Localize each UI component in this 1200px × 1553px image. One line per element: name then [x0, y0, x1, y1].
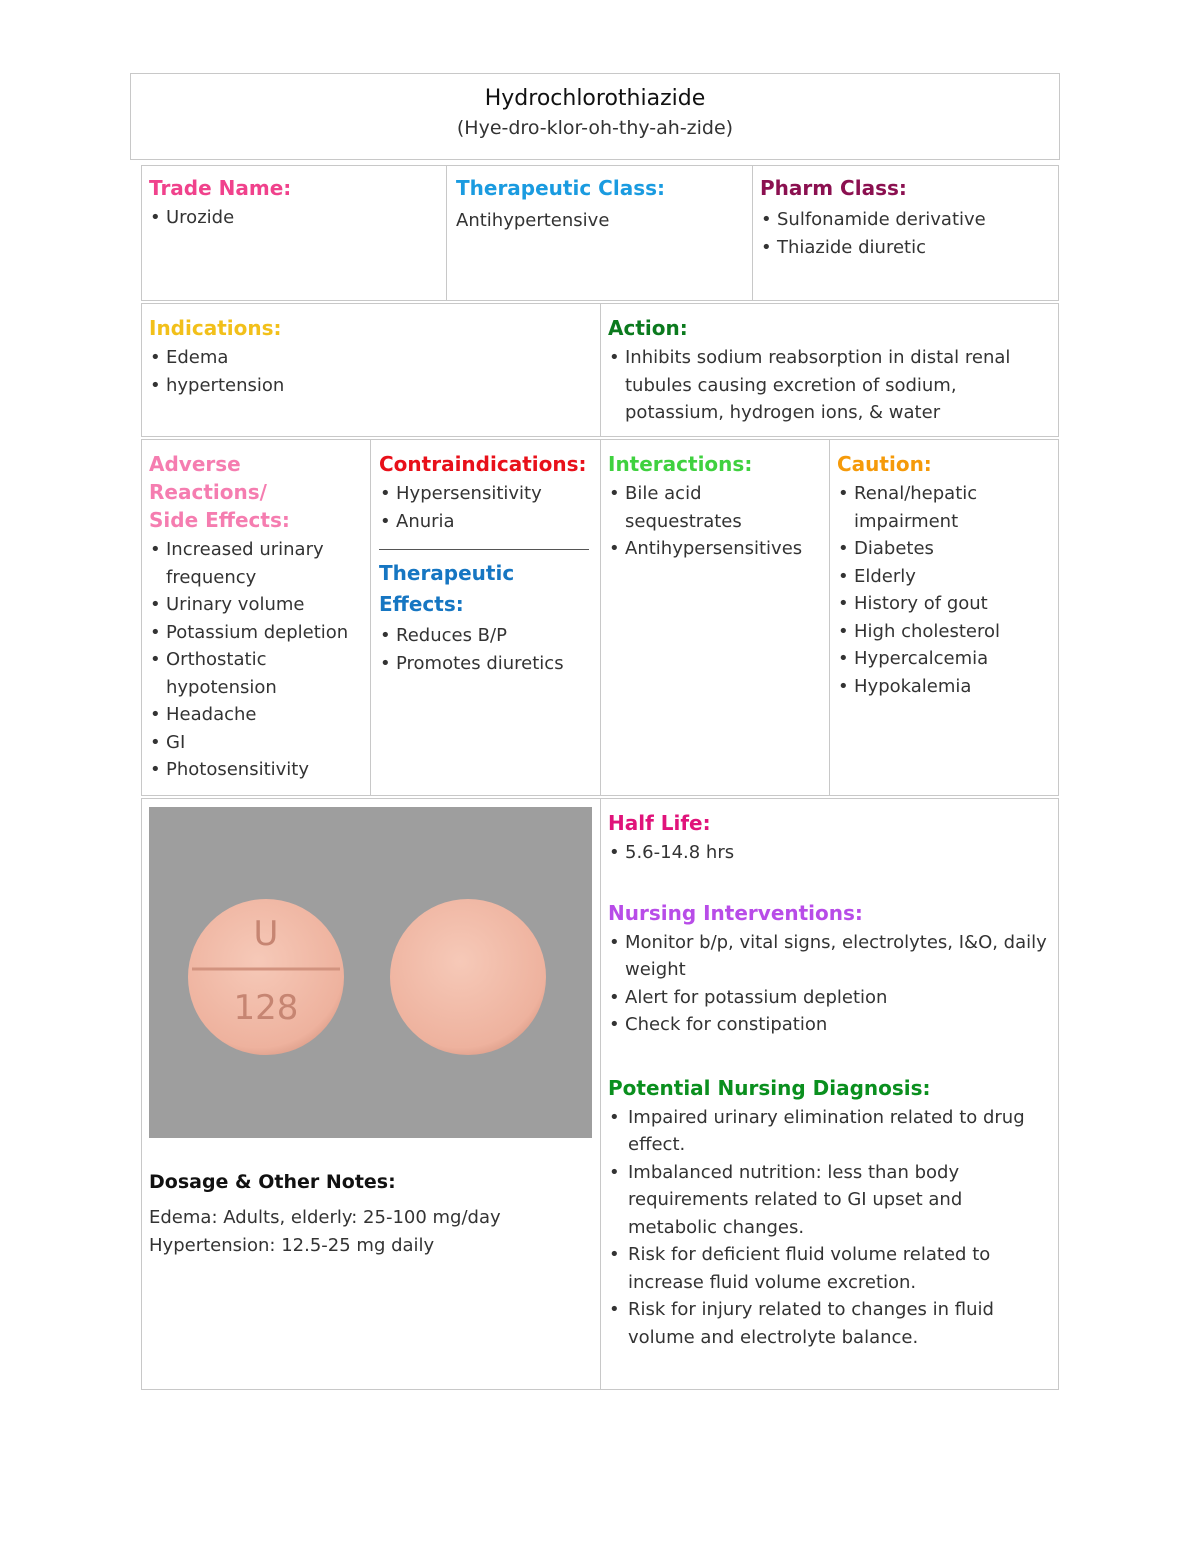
list-item: • Urinary volume [149, 591, 365, 619]
list-item: • GI [149, 729, 365, 757]
therapeutic-class-cell [456, 174, 746, 235]
trade-name-list [149, 204, 439, 232]
list-item: • High cholesterol [837, 618, 1052, 646]
therapeutic-effects-heading-line-1: Therapeutic [379, 561, 515, 585]
list-item: • Thiazide diuretic [760, 234, 1055, 262]
list-item: • Imbalanced nutrition: less than body requirements related to GI upset and metabolic changes. [608, 1159, 1053, 1242]
list-item: • History of gout [837, 590, 1052, 618]
indications-heading: Indications: [149, 316, 282, 340]
list-item: • Impaired urinary elimination related to drug effect. [608, 1104, 1053, 1159]
list-item: • Risk for deficient fluid volume related to increase fluid volume excretion. [608, 1241, 1053, 1296]
caution-cell [837, 450, 1052, 700]
trade-name-cell [149, 174, 439, 232]
list-item: • Urozide [149, 204, 439, 232]
row-3-divider-3 [829, 439, 830, 796]
pill-imprint-letter: U [253, 914, 279, 954]
list-item: • Antihypersensitives [608, 535, 823, 563]
list-item: • Risk for injury related to changes in fluid volume and electrolyte balance. [608, 1296, 1053, 1351]
action-heading: Action: [608, 316, 688, 340]
list-item: • Monitor b/p, vital signs, electrolytes, I&O, daily weight [608, 929, 1053, 984]
row-4-divider [600, 798, 601, 1390]
right-notes-cell [608, 809, 1053, 1351]
list-item: • Orthostatic hypotension [149, 646, 365, 701]
dosage-line: Hypertension: 12.5-25 mg daily [149, 1234, 435, 1256]
list-item: • Check for constipation [608, 1011, 1053, 1039]
therapeutic-class-value: Antihypertensive [456, 210, 610, 231]
list-item: • Elderly [837, 563, 1052, 591]
section-divider [379, 549, 589, 550]
row-3-divider-2 [600, 439, 601, 796]
row-2-divider [600, 303, 601, 437]
trade-name-heading: Trade Name: [149, 176, 292, 200]
pill-illustration [149, 807, 592, 1138]
list-item: • Photosensitivity [149, 756, 365, 784]
pharm-class-heading: Pharm Class: [760, 176, 907, 200]
contraindications-list [379, 480, 589, 535]
list-item: • Bile acid sequestrates [608, 480, 823, 535]
pill-photo [149, 807, 592, 1138]
caution-heading: Caution: [837, 452, 932, 476]
half-life-heading: Half Life: [608, 811, 711, 835]
list-item: • Anuria [379, 508, 589, 536]
list-item: • Hypokalemia [837, 673, 1052, 701]
indications-list [149, 344, 589, 399]
action-list [608, 344, 1053, 427]
list-item: • Alert for potassium depletion [608, 984, 1053, 1012]
pharm-class-cell [760, 174, 1055, 261]
dosage-cell [149, 1168, 594, 1259]
therapeutic-class-heading: Therapeutic Class: [456, 176, 665, 200]
therapeutic-effects-heading [379, 558, 589, 620]
nursing-diagnosis-heading: Potential Nursing Diagnosis: [608, 1075, 931, 1100]
interactions-cell [608, 450, 823, 563]
dosage-line: Edema: Adults, elderly: 25-100 mg/day [149, 1207, 501, 1228]
list-item: • Hypercalcemia [837, 645, 1052, 673]
list-item: • Edema [149, 344, 589, 372]
adverse-reactions-cell [149, 450, 365, 784]
nursing-diagnosis-list [608, 1104, 1053, 1352]
adverse-reactions-list [149, 536, 365, 784]
list-item: • Sulfonamide derivative [760, 206, 1055, 234]
therapeutic-effects-list [379, 622, 589, 677]
list-item: • 5.6-14.8 hrs [608, 839, 1053, 867]
drug-name: Hydrochlorothiazide [484, 86, 706, 111]
row-1-divider-2 [752, 165, 753, 301]
interactions-heading: Interactions: [608, 452, 753, 476]
list-item: • Renal/hepatic impairment [837, 480, 1052, 535]
contraindications-heading: Contraindications: [379, 452, 587, 476]
nursing-interventions-heading: Nursing Interventions: [608, 900, 863, 925]
list-item: • Promotes diuretics [379, 650, 589, 678]
list-item: • Reduces B/P [379, 622, 589, 650]
adverse-reactions-heading [149, 450, 365, 534]
title-block [130, 84, 1060, 142]
action-cell [608, 314, 1053, 427]
pill-imprint-number: 128 [233, 988, 299, 1028]
list-item: • Hypersensitivity [379, 480, 589, 508]
indications-cell [149, 314, 589, 399]
list-item: • Inhibits sodium reabsorption in distal renal tubules causing excretion of sodium, potassium, hydrogen ions, & water [608, 344, 1053, 427]
pronunciation: (Hye-dro-klor-oh-thy-ah-zide) [456, 117, 734, 139]
adverse-reactions-heading-line-2: Side Effects: [149, 508, 290, 532]
half-life-list [608, 839, 1053, 867]
list-item: • Headache [149, 701, 365, 729]
pill-back [390, 899, 546, 1055]
list-item: • Increased urinary frequency [149, 536, 365, 591]
dosage-heading: Dosage & Other Notes: [149, 1171, 396, 1193]
list-item: • Diabetes [837, 535, 1052, 563]
nursing-interventions-list [608, 929, 1053, 1039]
pharm-class-list [760, 206, 1055, 261]
list-item: • hypertension [149, 372, 589, 400]
caution-list [837, 480, 1052, 700]
adverse-reactions-heading-line-1: Adverse Reactions/ [149, 452, 267, 504]
row-3-divider-1 [370, 439, 371, 796]
row-1-divider-1 [446, 165, 447, 301]
therapeutic-effects-heading-line-2: Effects: [379, 592, 464, 616]
contraindications-cell [379, 450, 589, 677]
list-item: • Potassium depletion [149, 619, 365, 647]
interactions-list [608, 480, 823, 563]
